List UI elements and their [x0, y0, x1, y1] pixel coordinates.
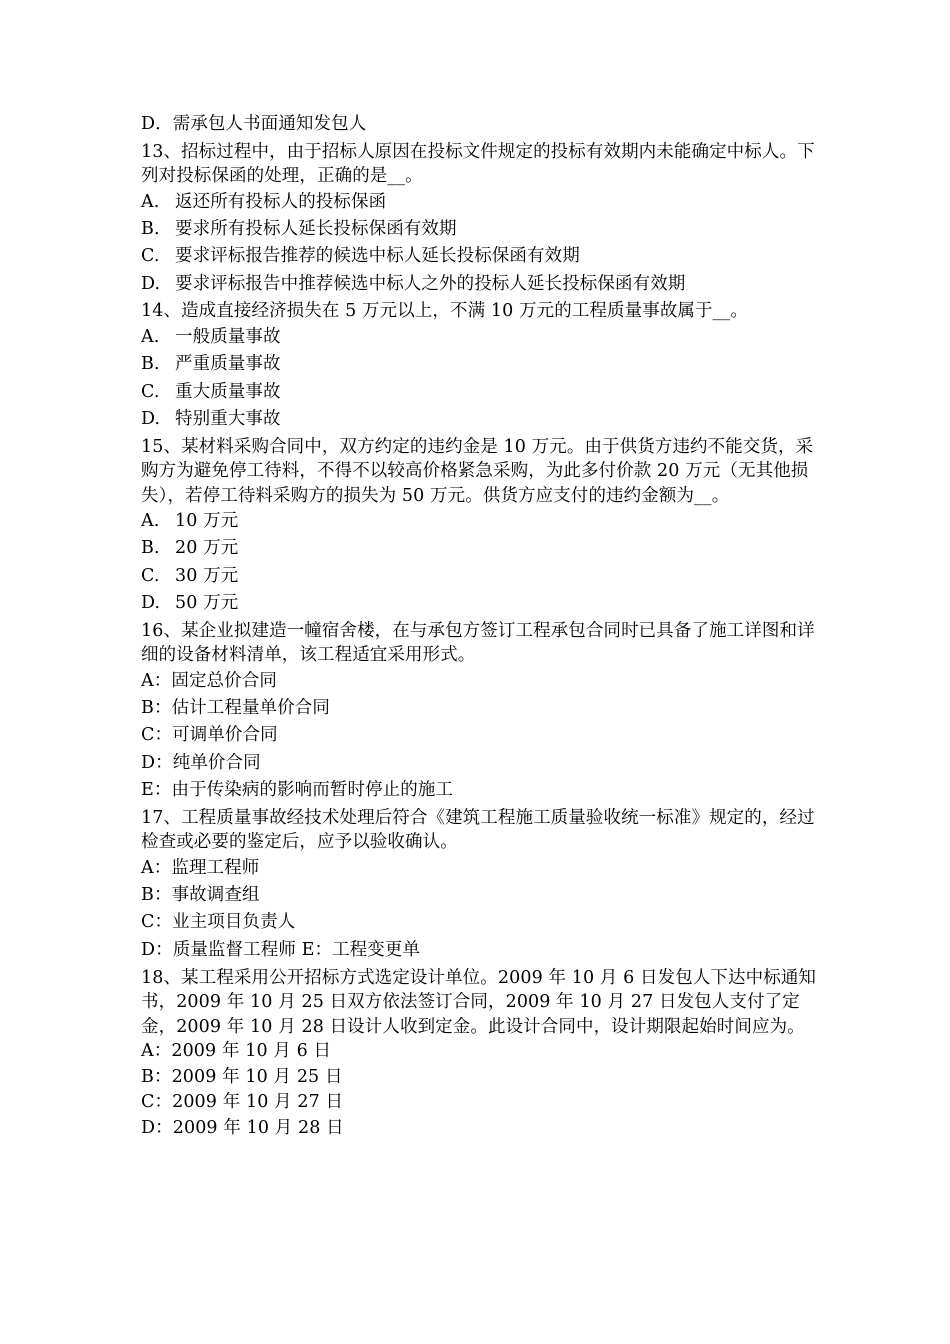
option-letter: B：: [141, 885, 172, 906]
option-text: 固定总价合同: [171, 670, 277, 691]
question-text: 18、某工程采用公开招标方式选定设计单位。2009 年 10 月 6 日发包人下达中标通知书，2009 年 10 月 25 日双方依法签订合同，2009 年 10 月 27 日发包人支付了定金，2009 年 10 月 28 日设计人收到定金。此设计合同中，设计期限起始时间应为。: [141, 967, 817, 1037]
answer-option: [141, 1090, 821, 1116]
option-letter: A.: [141, 326, 160, 347]
option-letter: A.: [141, 511, 160, 532]
option-letter: D：: [141, 939, 173, 960]
option-text: 估计工程量单价合同: [171, 698, 330, 719]
option-letter: A.: [141, 191, 160, 212]
option-letter: B.: [141, 538, 160, 559]
option-text: 要求评标报告推荐的候选中标人延长投标保函有效期: [175, 246, 580, 267]
answer-option: [141, 855, 821, 882]
option-text: 2009 年 10 月 6 日: [171, 1041, 332, 1062]
option-letter: C：: [141, 1092, 173, 1113]
answer-option: [141, 777, 821, 804]
option-letter: C：: [141, 725, 173, 746]
option-letter: D.: [141, 408, 161, 429]
answer-option: [141, 271, 821, 298]
option-text: 20 万元: [175, 538, 239, 559]
question-text: 13、招标过程中，由于招标人原因在投标文件规定的投标有效期内未能确定中标人。下列对投标保函的处理，正确的是__。: [141, 141, 815, 187]
answer-option: [141, 216, 821, 243]
answer-option: [141, 324, 821, 351]
option-text: 纯单价合同: [172, 752, 261, 773]
question-text: 16、某企业拟建造一幢宿舍楼，在与承包方签订工程承包合同时已具备了施工详图和详细的设备材料清单，该工程适宜采用形式。: [141, 620, 815, 666]
option-letter: A：: [141, 857, 172, 878]
option-letter: C.: [141, 565, 160, 586]
answer-option: [141, 379, 821, 406]
option-text: 由于传染病的影响而暂时停止的施工: [171, 780, 454, 801]
answer-option: [141, 406, 821, 433]
option-letter: C.: [141, 381, 160, 402]
answer-option: [141, 882, 821, 909]
option-text: 要求所有投标人延长投标保函有效期: [175, 219, 457, 240]
answer-option: [141, 243, 821, 270]
document-page: [141, 111, 821, 1141]
option-text: 要求评标报告中推荐候选中标人之外的投标人延长投标保函有效期: [175, 273, 686, 294]
answer-option: [141, 722, 821, 749]
option-text: 严重质量事故: [175, 354, 281, 375]
option-text: 返还所有投标人的投标保函: [175, 191, 387, 212]
answer-option: [141, 750, 821, 777]
option-text: 10 万元: [175, 511, 239, 532]
option-letter: B：: [141, 698, 172, 719]
question-text: 15、某材料采购合同中，双方约定的违约金是 10 万元。由于供货方违约不能交货，采购方为避免停工待料，不得不以较高价格紧急采购，为此多付价款 20 万元（无其他损失），若停工待料采购方的损失为 50 万元。供货方应支付的违约金额为__。: [141, 436, 814, 506]
option-letter: D.: [141, 593, 161, 614]
option-letter: B.: [141, 219, 160, 240]
option-letter: C.: [141, 246, 160, 267]
option-letter: D.: [141, 273, 161, 294]
answer-option: [141, 351, 821, 378]
option-text: 2009 年 10 月 25 日: [171, 1066, 343, 1087]
option-text: 2009 年 10 月 27 日: [172, 1092, 344, 1113]
option-text: 30 万元: [175, 565, 239, 586]
option-letter: E：: [141, 780, 172, 801]
option-letter: A：: [141, 670, 172, 691]
answer-option: [141, 535, 821, 562]
answer-option: [141, 695, 821, 722]
option-text: 监理工程师: [171, 857, 260, 878]
answer-option: [141, 1039, 821, 1065]
question-text: 17、工程质量事故经技术处理后符合《建筑工程施工质量验收统一标准》规定的，经过检查或必要的鉴定后，应予以验收确认。: [141, 807, 815, 853]
answer-option: [141, 563, 821, 590]
option-text: 质量监督工程师 E：工程变更单: [172, 939, 421, 960]
option-letter: D：: [141, 1117, 173, 1138]
option-text: 可调单价合同: [172, 725, 278, 746]
option-text: 业主项目负责人: [172, 912, 296, 933]
option-letter: B.: [141, 354, 160, 375]
option-letter: C：: [141, 912, 173, 933]
answer-option: [141, 590, 821, 617]
option-letter: D：: [141, 752, 173, 773]
answer-option: [141, 1116, 821, 1142]
document-content: [141, 111, 821, 1141]
option-text: 事故调查组: [171, 885, 260, 906]
answer-option: [141, 937, 821, 964]
option-letter: B：: [141, 1066, 172, 1087]
option-text: 50 万元: [175, 593, 239, 614]
option-letter: D．: [141, 114, 173, 134]
option-text: 2009 年 10 月 28 日: [172, 1117, 344, 1138]
answer-option: [141, 508, 821, 535]
answer-option: [141, 1065, 821, 1091]
answer-option: [141, 189, 821, 216]
option-text: 一般质量事故: [175, 326, 281, 347]
question-text: 14、造成直接经济损失在 5 万元以上，不满 10 万元的工程质量事故属于__。: [141, 301, 748, 322]
answer-option: [141, 668, 821, 695]
answer-option: [141, 111, 821, 138]
option-text: 特别重大事故: [175, 408, 281, 429]
answer-option: [141, 909, 821, 936]
option-text: 重大质量事故: [175, 381, 281, 402]
option-letter: A：: [141, 1041, 172, 1062]
option-text: 需承包人书面通知发包人: [172, 114, 367, 134]
